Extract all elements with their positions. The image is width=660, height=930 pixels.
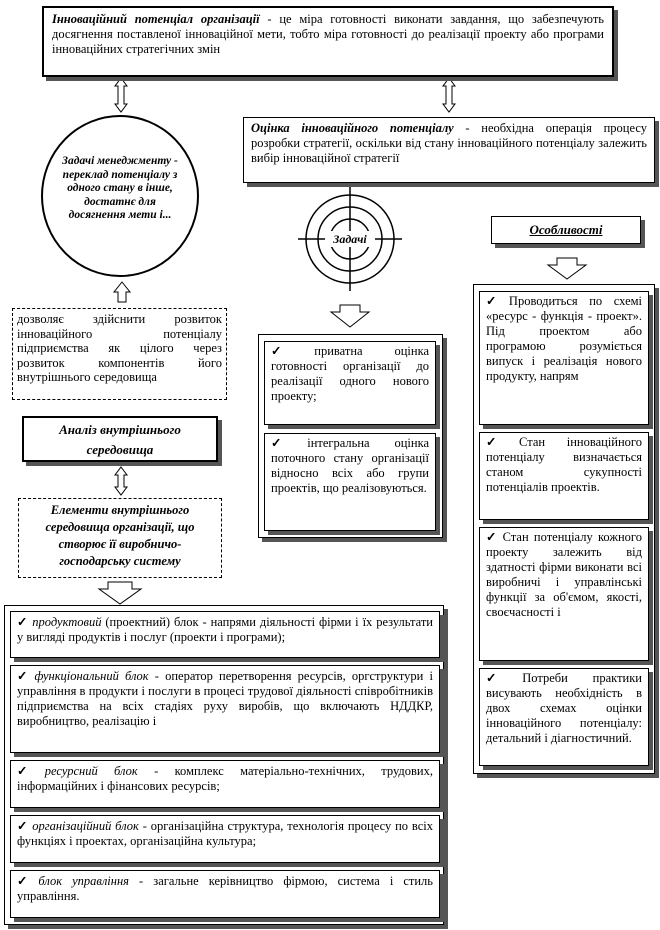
feature-item [479, 527, 649, 661]
feature-text: Потреби практики висувають необхідність в двох схемах оцінки інноваційного потенціалу: детальний і діагностичний. [486, 671, 642, 745]
block-term: блок управління [38, 874, 129, 888]
check-icon: ✓ [486, 671, 519, 685]
internal-environment-analysis: Аналіз внутрішнього середовища [22, 416, 218, 462]
check-icon: ✓ [486, 530, 499, 544]
block-text: - організаційна структура, технологія процесу по всіх функціях і проектах, організаційна культура; [17, 819, 433, 848]
double-arrow-analysis [115, 467, 127, 495]
feature-text: Стан потенціалу кожного проекту залежить від здатності фірми виконати всі виробничі і управлінські функції за об'ємом, якості, своєчасності і [486, 530, 642, 619]
block-item [10, 611, 440, 658]
check-icon: ✓ [17, 615, 29, 629]
task-text: приватна оцінка готовності організації до реалізації одного нового проекту; [271, 344, 429, 403]
management-tasks-text: Задачі менеджменту - переклад потенціалу з одного стану в інше, достатнє для досягнення мети і... [62, 155, 178, 221]
down-arrow-blocks [99, 582, 141, 604]
blocks-list [4, 605, 444, 925]
check-icon: ✓ [271, 436, 304, 450]
innovation-potential-definition [42, 6, 614, 77]
block-text: - комплекс матеріально-технічних, трудових, інформаційних і фінансових ресурсів; [17, 764, 433, 793]
block-term: організаційний блок [32, 819, 139, 833]
block-text: - загальне керівництво фірмою, система і стиль управління. [17, 874, 433, 903]
check-icon: ✓ [17, 874, 35, 888]
double-arrow-top-left [115, 78, 127, 112]
feature-item [479, 432, 649, 520]
evaluation-text: - необхідна операція процесу розробки стратегії, оскільки від стану інноваційного потенціалу залежить вибір інноваційної стратегії [251, 121, 647, 165]
down-arrow-target [331, 305, 369, 327]
check-icon: ✓ [17, 819, 29, 833]
block-item [10, 870, 440, 918]
feature-item [479, 291, 649, 425]
features-label: Особливості [491, 216, 641, 244]
double-arrow-top-right [443, 78, 455, 112]
block-item [10, 815, 440, 863]
check-icon: ✓ [486, 435, 516, 449]
task-item [264, 433, 436, 531]
features-list [473, 284, 655, 774]
check-icon: ✓ [17, 764, 41, 778]
block-term: продуктовий [32, 615, 102, 629]
potential-evaluation-box [243, 117, 655, 183]
check-icon: ✓ [271, 344, 311, 358]
block-item [10, 760, 440, 808]
block-term: ресурсний блок [44, 764, 138, 778]
check-icon: ✓ [17, 669, 31, 683]
check-icon: ✓ [486, 294, 505, 308]
task-text: інтегральна оцінка поточного стану організації відносно всіх або групи проектів, що реалізовуються. [271, 436, 429, 495]
tasks-list [258, 334, 443, 538]
block-text: - оператор перетворення ресурсів, оргструктури і управління в продукти і послуги в процесі трудової діяльності співробітників підприємства на всіх стадіях руху виробів, що включають НДДКР, виробництво, реалізацію і [17, 669, 433, 728]
feature-text: Стан інноваційного потенціалу визначається станом сукупності потенціалів проектів. [486, 435, 642, 494]
internal-environment-elements: Елементи внутрішнього середовища організації, що створює її виробничо-господарську систему [18, 498, 222, 578]
block-term: функціональний блок [34, 669, 149, 683]
evaluation-term: Оцінка інноваційного потенціалу [251, 121, 454, 135]
block-text: (проектний) блок - напрями діяльності фірми і їх результати у вигляді продуктів і послуг (проекти і програми); [17, 615, 433, 644]
up-arrow-circle [114, 282, 130, 302]
block-item [10, 665, 440, 753]
feature-text: Проводиться по схемі «ресурс - функція - проект». Під проектом або програмою розуміється випуск і реалізація нового продукту, напрям [486, 294, 642, 383]
tasks-label: Задачі [325, 231, 375, 247]
down-arrow-features [548, 258, 586, 279]
feature-item [479, 668, 649, 766]
task-item [264, 341, 436, 425]
definition-text: - це міра готовності виконати завдання, що забезпечують досягнення поставленої інноваційної мети, тобто міра готовності до реалізації проекту або програми інноваційних стратегічних змін [52, 12, 604, 56]
left-note: дозволяє здійснити розвиток інноваційного потенціалу підприємства як цілого через розвиток компонентів його внутрішнього середовища [12, 308, 227, 400]
definition-term: Інноваційний потенціал організації [52, 12, 260, 26]
